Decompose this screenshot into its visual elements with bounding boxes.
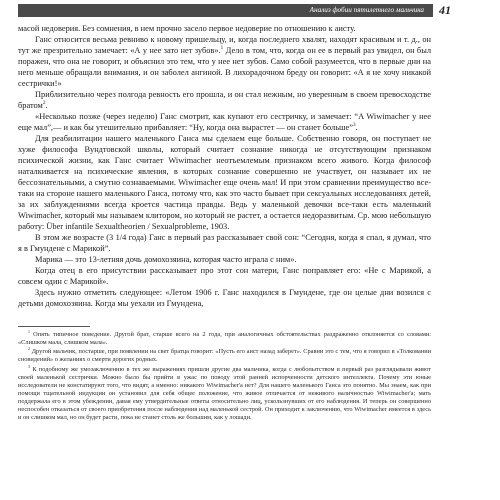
paragraph-3: Приблизительно через полгода ревность его прошла, и он стал нежным, но уверенным в своем превосходстве братом$^2$. [18,90,431,110]
running-header [0,0,500,18]
footnote-ref-3: 3 [352,122,356,129]
footnote-text: Опять типичное поведение. Другой брат, старше всего на 2 года, при аналогичных обстоятельствах раздраженно отклоняется со словами: «Слишком мала, слишком мала». [18,331,431,347]
paragraph-9: Здесь нужно отметить следующее: «Летом 1906 г. Ганс находился в Гмундене, где он целые дни возился с детьми домохозяина. Когда мы уехали из Гмундена, [18,288,431,308]
footnote-text: Другой мальчик, постарше, при появлении на свет братца говорит: «Пусть его аист назад заберет». Сравни это с тем, что я говорил в «Толковании сновидений» о желаниях о смерти дорогих родных. [18,348,432,364]
main-text [18,23,431,309]
paragraph-8: Когда отец в его присутствии рассказывает про этот сон матери, Ганс поправляет его: «Не с Марикой, а совсем один с Марикой». [18,266,431,286]
footnote-marker: 3 [28,363,30,369]
paragraph-1: масой недоверия. Без сомнения, в нем прочно засело первое недоверие по отношению к аисту. [18,24,356,33]
paragraph-4: «Несколько позже (через неделю) Ганс смотрит, как купают его сестричку, и замечает: “A Wiwimacher у нее еще мал”,— и как бы утешительно прибавляет: “Ну, когда она вырастет — он станет больше”$^3$. [18,112,431,132]
paragraph-6: В этом же возрасте (3 1/4 года) Ганс в первый раз рассказывает свой сон: “Сегодня, когда я спал, я думал, что я в Гмундене с Марикой”. [18,233,431,253]
footnote-ref-1: 1 [220,45,224,52]
footnote-1 [18,328,431,347]
running-title: Анализ фобии пятилетнего мальчика [309,6,424,14]
footnote-divider [18,326,90,327]
footnote-marker: 2 [28,346,30,352]
footnote-2 [18,348,431,364]
footnote-ref-2: 2 [42,100,46,107]
paragraph-5: Для реабилитации нашего маленького Ганса мы сделаем еще больше. Собственно говоря, он поступает не хуже философа Вундтовской школы, который считает сознание никогда не отсутствующим признаком психической жизни, как Ганс считает Wiwimacher неотъемлемым признаком всего живого. Когда философ наталкивается на психические явления, в которых сознание совершенно не участвует, он называет их не бессознательными, а смутно сознаваемыми. Wiwimacher еще очень мал! И при этом сравнении преимущество все-таки на стороне нашего маленького Ганса, потому что, как это часто бывает при сексуальных исследованиях детей, за их заблуждениями всегда кроется частица правды. Ведь у маленькой девочки все-таки есть маленький Wiwimacher, который мы называем клитором, но который не растет, а остается недоразвитым. Ср. мою небольшую работу: Über infantile Sexualtheorien / Sexualprobleme, 1903. [18,134,431,231]
paragraph-3-text: Приблизительно через полгода ревность его прошла, и он стал нежным, но уверенным в своем превосходстве братом [18,90,431,110]
paragraph-7: Марика — это 13-летняя дочь домохозяина, которая часто играла с ним». [35,255,297,264]
paragraph-4-text: «Несколько позже (через неделю) Ганс смотрит, как купают его сестричку, и замечает: “A Wiwimacher у нее еще мал”,— и как бы утешительно прибавляет: “Ну, когда она вырастет — он станет больше” [18,112,431,132]
footnote-marker: 1 [28,328,30,334]
footnote-text: К подобному же умозаключению в тех же выражениях пришли другие два мальчика, когда с любопытством в первый раз разглядывали живот своей маленькой сестрички. Можно было бы прийти в ужас по поводу этой ранней испорченности детского интеллекта. Почему эти юные исследователи не констатируют того, что видят, а именно: никакого Wiwimacher'а нет? Для нашего маленького Ганса это понятно. Мы знаем, как при помощи тщательной индукции он установил для себя общее положение, что живое отличается от неживого наличностью Wiwimacher'а; мать поддержала его в этом убеждении, давая ему утвердительные ответы относительно лиц, ускользнувших от его наблюдения. И теперь он совершенно неспособен отказаться от своего приобретения после наблюдения над маленькой сестрой. Он приходит к заключению, что Wiwimacher имеется в здесь и он слишком мал, но он будет расти, пока не станет столь же большим, как у лошади. [18,365,431,422]
paragraph-2-text: Ганс относится весьма ревниво к новому пришельцу, и, когда последнего хвалят, находят красивым и т. д., он тут же презрительно замечает: «А у нее зато нет зубов». [18,35,431,55]
footnote-3 [18,363,431,423]
paragraph-2-continued: Дело в том, что, когда он ее в первый раз увидел, он был поражен, что она не говорит, и объяснил это тем, что у нее нет зубов. Само собой разумеется, что в первые дни на него меньше обращали внимания, и он заболел ангиной. В лихорадочном бреду он говорит: «А я не хочу никакой сестрички!» [18,46,432,88]
footnotes [18,328,432,424]
page-number: 41 [439,3,451,17]
paragraph-2 [18,34,431,89]
